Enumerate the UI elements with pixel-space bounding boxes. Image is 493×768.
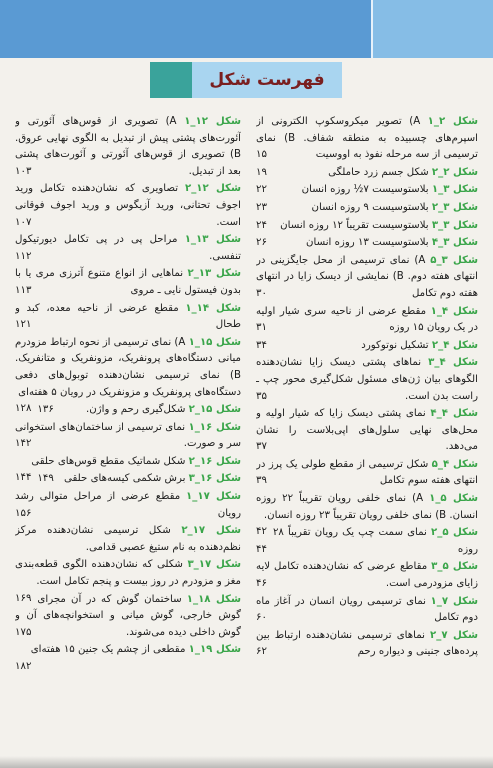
figure-label: شکل ۴_۱	[430, 305, 478, 317]
page-number: ۲۲	[256, 184, 267, 196]
page-number: ۶۲	[256, 646, 267, 658]
page-number: ۱۱۳	[15, 284, 32, 296]
figure-caption: A) تصویر میکروسکوپ الکترونی از اسپرم‌های چسبیده به منطقه شفاف. B) نمای ترسیمی از سه مرحله نفوذ به اووسیت	[256, 116, 478, 161]
figure-caption: ساختمان گوش که در آن مجرای گوش خارجی، گوش میانی و استخوانچه‌های آن و گوش داخلی دیده می‌شوند.	[15, 593, 241, 638]
figure-caption: مقطع عرضی از ناحیه معده، کبد و طحال	[15, 302, 241, 331]
figure-caption: تشکیل نوتوکورد	[361, 339, 429, 351]
figure-label: شکل ۱۵_۲	[188, 404, 241, 416]
figure-caption: نماهای پشتی دیسک زایا نشان‌دهنده الگوهای بیان ژن‌های مسئول شکل‌گیری محور چپ ـ راست بدن است.	[256, 357, 478, 402]
figure-entry	[15, 523, 241, 556]
figure-label: شکل ۴_۵	[431, 458, 478, 470]
figure-entry	[256, 304, 478, 337]
page-number: ۱۴۹	[37, 473, 54, 485]
figure-caption: نماهایی از انواع متنوع آترزی مری یا با بدون فیستول نایی ـ مروی	[15, 268, 241, 296]
figure-entry	[256, 114, 478, 164]
figure-entry	[15, 301, 241, 334]
figure-entry	[15, 181, 241, 231]
figure-label: شکل ۱۹_۱	[188, 644, 241, 656]
figure-caption: بلاستوسیست ۱۳ روزه انسان	[306, 237, 429, 249]
figure-caption: مقاطع عرضی که نشان‌دهنده تکامل لایه زایای مزودرمی است.	[256, 561, 478, 590]
figure-label: شکل ۳_۴	[431, 237, 478, 249]
figure-entry	[15, 471, 241, 488]
figure-entry	[15, 642, 241, 672]
page-number: ۳۵	[256, 390, 267, 402]
figure-caption: بلاستوسیست ۹ روزه انسان	[311, 201, 429, 213]
figure-list-left-column	[15, 114, 241, 754]
page-edge-shadow	[0, 756, 493, 768]
figure-entry	[256, 182, 478, 199]
figure-caption: شکل شماتیک مقطع قوس‌های حلقی	[31, 455, 186, 467]
figure-caption: نمای ترسیمی از ساختمان‌های استخوانی سر و صورت.	[15, 421, 241, 450]
figure-label: شکل ۱۶_۱	[188, 421, 241, 433]
figure-caption: نماهای ترسیمی نشان‌دهنده ارتباط بین پرده‌های جنینی و دیواره رحم	[256, 629, 478, 658]
figure-label: شکل ۱۲_۱	[184, 116, 241, 127]
figure-entry	[256, 200, 478, 217]
figure-entry	[15, 114, 241, 180]
figure-caption: نمای پشتی دیسک زایا که شیار اولیه و محل‌های نهایی سلول‌های اپی‌بلاست را نشان می‌دهد.	[256, 408, 478, 453]
figure-caption: بلاستوسیست ۷½ روزه انسان	[301, 184, 429, 196]
figure-entry	[256, 559, 478, 592]
page-number: ۱۰۷	[15, 216, 32, 228]
figure-entry	[256, 628, 478, 661]
figure-caption: شکل‌گیری رحم و واژن.	[85, 404, 186, 416]
figure-caption: مقطعی از چشم یک جنین ۱۵ هفته‌ای	[30, 644, 186, 656]
figure-label: شکل ۱۳_۲	[187, 268, 241, 280]
section-title-box	[150, 62, 342, 98]
figure-label: شکل ۵_۱	[429, 493, 478, 505]
title-accent-block	[150, 62, 192, 98]
figure-label: شکل ۳_۵	[430, 254, 478, 266]
figure-caption: مقطع عرضی از ناحیه سری شیار اولیه در یک رویان ۱۵ روزه	[256, 305, 478, 334]
page-number: ۲۳	[256, 201, 267, 213]
page-number: ۱۸۲	[15, 661, 32, 672]
figure-entry	[256, 457, 478, 490]
page-number: ۶۰	[256, 612, 267, 624]
page-number: ۳۰	[256, 287, 267, 299]
page-number: ۱۲۸	[15, 403, 32, 415]
figure-entry	[15, 232, 241, 265]
page-number: ۳۴	[256, 339, 267, 351]
header-band-panel	[371, 0, 493, 58]
figure-entry	[256, 253, 478, 303]
page-number: ۳۹	[256, 475, 267, 487]
figure-entry	[256, 406, 478, 456]
figure-label: شکل ۷_۱	[430, 595, 478, 607]
figure-label: شکل ۱۸_۱	[186, 593, 241, 605]
page-number: ۱۱۲	[15, 250, 32, 262]
figure-caption: نمای سمت چپ یک رویان تقریباً ۲۸ روزه	[272, 527, 478, 555]
figure-label: شکل ۵_۲	[431, 527, 478, 539]
figure-label: شکل ۱۳_۱	[184, 234, 241, 246]
figure-caption: بلاستوسیست تقریباً ۱۲ روزه انسان	[280, 219, 429, 231]
page-number: ۱۹	[256, 166, 267, 178]
figure-entry	[15, 592, 241, 642]
figure-caption: A) تصویری از قوس‌های آئورتی و آئورت‌های پشتی پیش از تبدیل به الگوی نهایی عروق. B) تصویری از قوس‌های آئورتی و آئورت‌های پشتی بعد از تبدیل.	[15, 116, 241, 177]
page-title: فهرست شکل	[209, 70, 325, 90]
page-number: ۱۲۱	[15, 319, 32, 331]
page-number: ۱۵۶	[15, 507, 32, 519]
page-number: ۳۷	[256, 441, 267, 453]
figure-entry	[256, 338, 478, 355]
figure-label: شکل ۴_۲	[431, 339, 478, 351]
page-number: ۴۴	[256, 543, 267, 555]
figure-entry	[256, 355, 478, 405]
figure-label: شکل ۱۵_۱	[188, 336, 241, 348]
page-number: ۱۷۵	[15, 626, 32, 638]
page-number: ۱۳۶	[37, 404, 54, 416]
figure-label: شکل ۵_۳	[431, 561, 478, 573]
page-number: ۳۱	[256, 322, 267, 334]
figure-label: شکل ۳_۱	[431, 184, 478, 196]
page-number: ۱۶۹	[15, 592, 32, 604]
figure-caption: مقطع عرضی از مراحل متوالی رشد رویان	[15, 491, 241, 519]
figure-label: شکل ۱۷_۳	[187, 559, 241, 571]
figure-entry	[256, 235, 478, 252]
figure-entry	[15, 266, 241, 299]
figure-caption: A) نمای خلفی رویان تقریباً ۲۲ روزه انسان. B) نمای خلفی رویان تقریباً ۲۳ روزه انسان.	[256, 493, 478, 521]
figure-label: شکل ۱۷_۲	[181, 525, 241, 537]
figure-label: شکل ۳_۲	[431, 201, 478, 213]
figure-label: شکل ۱۶_۳	[188, 473, 241, 485]
figure-entry	[256, 594, 478, 627]
figure-label: شکل ۲_۱	[427, 116, 478, 127]
figure-label: شکل ۱۲_۲	[184, 183, 241, 195]
page-number: ۲۴	[256, 219, 267, 231]
figure-label: شکل ۴_۴	[430, 408, 478, 420]
figure-caption: شکل ترسیمی نشان‌دهنده مرکز نظم‌دهنده به نام ستیغ عصبی قدامی.	[15, 525, 241, 553]
figure-label: شکل ۱۷_۱	[186, 491, 241, 503]
figure-entry	[256, 525, 478, 558]
page-number: ۱۵	[256, 149, 267, 161]
page-number: ۲۶	[256, 237, 267, 249]
figure-label: شکل ۱۴_۱	[185, 302, 241, 314]
figure-entry	[15, 420, 241, 453]
figure-label: شکل ۳_۳	[431, 219, 478, 231]
page-number: ۱۴۴	[15, 472, 32, 484]
figure-caption: مراحل پی در پی تکامل دیورتیکول تنفسی.	[15, 234, 241, 262]
figure-entry	[256, 218, 478, 235]
figure-caption: شکلی که نشان‌دهنده الگوی قطعه‌بندی مغز و مزودرم در روز بیست و پنجم تکامل است.	[15, 559, 241, 588]
figure-label: شکل ۲_۲	[431, 166, 478, 178]
figure-caption: تصاویری که نشان‌دهنده تکامل ورید اجوف تحتانی، ورید آزیگوس و ورید اجوف فوقانی است.	[15, 183, 241, 228]
page-number: ۴۶	[256, 578, 267, 590]
figure-label: شکل ۱۶_۲	[188, 455, 241, 467]
figure-caption: برش شکمی کیسه‌های حلقی	[64, 473, 186, 485]
figure-caption: A) نمای ترسیمی از محل جایگزینی در انتهای هفته دوم. B) نمایشی از دیسک زایا در انتهای هفته دوم تکامل	[256, 254, 478, 299]
page-number: ۱۰۳	[15, 165, 32, 177]
figure-entry	[15, 402, 241, 419]
figure-entry	[256, 165, 478, 182]
page-number: ۴۲	[256, 526, 267, 538]
figure-caption: A) نمای ترسیمی از نحوه ارتباط مزودرم میانی دستگاه‌های پرونفریک، مزونفریک و متانفریک. B) نمای ترسیمی نشان‌دهنده توبول‌های دفعی دستگاه‌های پرونفریک و مزونفریک در رویان ۵ هفته‌ای	[15, 336, 241, 398]
figure-caption: نمای ترسیمی رویان انسان در آغاز ماه دوم تکامل	[256, 595, 478, 624]
figure-label: شکل ۷_۲	[430, 629, 478, 641]
figure-label: شکل ۴_۳	[428, 357, 478, 369]
figure-entry	[15, 489, 241, 522]
figure-caption: شکل جسم زرد حاملگی	[328, 166, 429, 178]
page-number: ۱۴۲	[15, 438, 32, 450]
figure-list-right-column	[256, 114, 478, 754]
figure-caption: شکل ترسیمی از مقطع طولی یک پرز در انتهای هفته سوم تکامل	[256, 458, 478, 487]
